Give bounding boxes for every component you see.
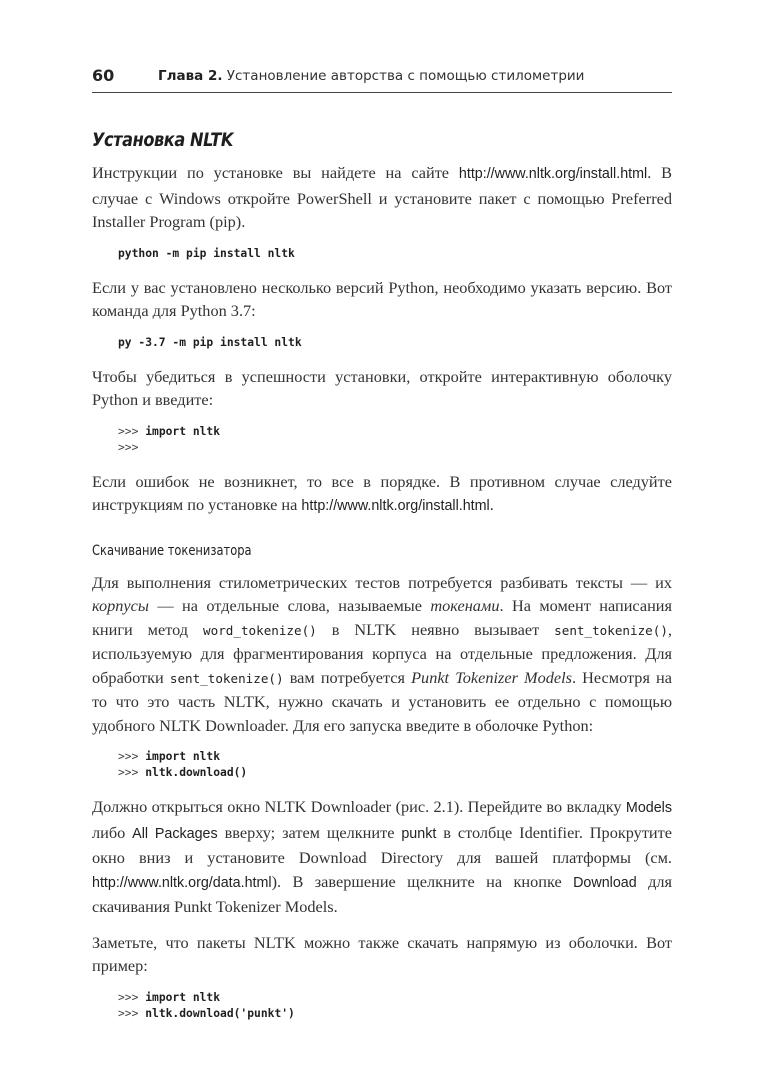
section-heading: Установка NLTK <box>92 129 233 151</box>
text: либо <box>92 822 133 842</box>
ui-term: Download <box>573 874 637 891</box>
text: Для выполнения стилометрических тестов потребуется разбивать тексты — их <box>92 572 672 592</box>
code-line: nltk.download() <box>145 766 248 779</box>
text: , используемую для фрагментирования корпуса на отдельные предложения. Для обработки <box>92 619 672 687</box>
emphasis: Punkt Tokenizer Models <box>411 667 572 687</box>
text: Если ошибок не возникнет, то все в порядке. В противном случае следуйте инструкциям по установке на <box>92 471 672 514</box>
text: ). В завершение щелкните на кнопке <box>271 871 574 891</box>
text: в NLTK неявно вызывает <box>316 619 555 639</box>
code-line: import nltk <box>145 424 221 438</box>
data-link[interactable]: http://www.nltk.org/data.html <box>92 874 272 891</box>
inline-code: sent_tokenize() <box>554 622 668 638</box>
running-head <box>92 66 672 93</box>
paragraph-tokenizer <box>92 571 672 738</box>
prompt: >>> <box>118 990 139 1004</box>
paragraph-python-version: Если у вас установлено несколько версий Python, необходимо указать версию. Вот команда для Python 3.7: <box>92 277 672 320</box>
text: Инструкции по установке вы найдете на сайте <box>92 163 459 182</box>
code-block-pip-install <box>118 246 672 262</box>
install-link[interactable]: http://www.nltk.org/install.html <box>458 166 648 182</box>
install-link-2[interactable]: http://www.nltk.org/install.html <box>301 498 490 514</box>
page-number: 60 <box>92 66 115 85</box>
text: Должно открыться окно NLTK Downloader (рис. 2.1). Перейдите во вкладку <box>92 797 626 816</box>
text: в столбце Identifier. Прокрутите окно вниз и установите Download Directory для вашей платформы (см. <box>92 822 672 867</box>
prompt: >>> <box>118 750 139 763</box>
code-block-download <box>118 749 672 781</box>
code-block-download-punkt <box>118 990 672 1022</box>
text: . На момент написания книги метод <box>92 596 672 639</box>
subsection-heading: Скачивание токенизатора <box>92 542 252 559</box>
chapter-name: Установление авторства с помощью стилометрии <box>226 68 585 84</box>
chapter-title <box>158 68 584 84</box>
text: . <box>489 495 494 514</box>
text: — на отдельные слова, называемые <box>148 596 431 615</box>
text: . Несмотря на то что это часть NLTK, нужно скачать и установить ее отдельно с помощью удобного NLTK Downloader. Для его запуска введите в оболочке Python: <box>92 667 672 735</box>
code-block-import-check <box>118 424 672 456</box>
paragraph-downloader <box>92 795 672 919</box>
code-block-py-install <box>118 335 672 351</box>
chapter-label: Глава 2. <box>158 68 223 84</box>
book-page <box>92 0 672 1022</box>
ui-term: All Packages <box>132 825 218 842</box>
emphasis: корпусы <box>92 596 149 615</box>
prompt: >>> <box>118 424 139 438</box>
ui-term: punkt <box>401 825 437 842</box>
code-line: nltk.download('punkt') <box>145 1006 295 1020</box>
inline-code: word_tokenize() <box>203 622 317 638</box>
inline-code: sent_tokenize() <box>169 670 284 686</box>
text: вверху; затем щелкните <box>217 822 402 842</box>
paragraph-shell-download: Заметьте, что пакеты NLTK можно также скачать напрямую из оболочки. Вот пример: <box>92 932 672 975</box>
code-line: py -3.7 -m pip install nltk <box>118 335 302 349</box>
prompt: >>> <box>118 440 139 454</box>
emphasis: токенами <box>430 596 500 615</box>
code-line: import nltk <box>145 750 221 763</box>
ui-term: Models <box>625 800 672 816</box>
text: вам потребуется <box>283 667 412 687</box>
prompt: >>> <box>118 1006 139 1020</box>
paragraph-verify-install: Чтобы убедиться в успешности установки, откройте интерактивную оболочку Python и введите: <box>92 366 672 409</box>
text: . В случае с Windows откройте PowerShell и установите пакет с помощью Preferred Installer Program (pip). <box>92 163 672 231</box>
code-line: python -m pip install nltk <box>118 246 295 260</box>
paragraph-install-intro <box>92 161 672 234</box>
prompt: >>> <box>118 766 139 779</box>
code-line: import nltk <box>145 990 221 1004</box>
text: для скачивания Punkt Tokenizer Models. <box>92 871 673 916</box>
paragraph-errors <box>92 470 672 519</box>
